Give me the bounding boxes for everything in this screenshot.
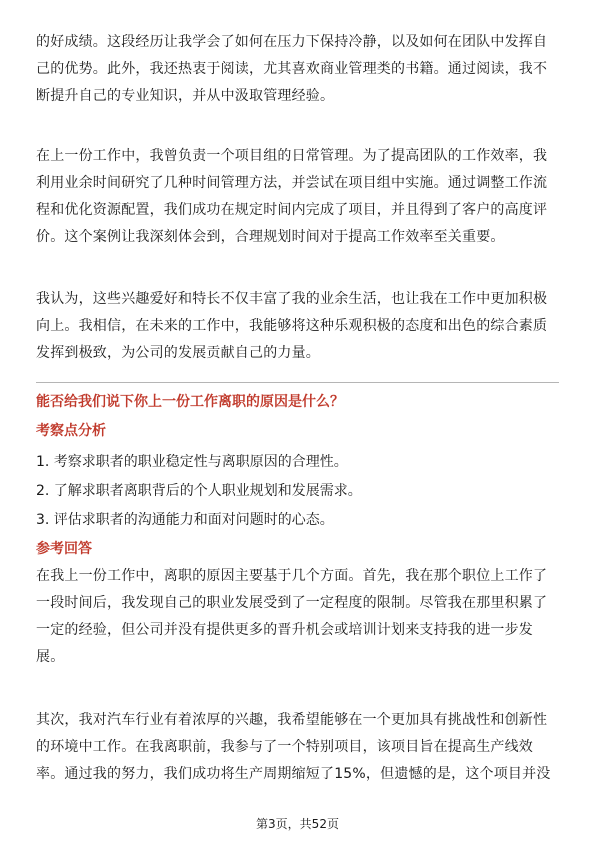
text-line: 利用业余时间研究了几种时间管理方法，并尝试在项目组中实施。通过调整工作流 xyxy=(36,175,548,191)
text-line: 价。这个案例让我深刻体会到，合理规划时间对于提高工作效率至关重要。 xyxy=(36,229,505,245)
section-divider xyxy=(36,382,559,383)
text-line: 程和优化资源配置，我们成功在规定时间内完成了项目，并且得到了客户的高度评 xyxy=(36,202,548,218)
answer-label: 参考回答 xyxy=(36,541,92,557)
list-item: 2. 了解求职者离职背后的个人职业规划和发展需求。 xyxy=(36,483,362,499)
text-line: 一段时间后，我发现自己的职业发展受到了一定程度的限制。尽管我在那里积累了 xyxy=(36,595,548,611)
answer-paragraph-2 xyxy=(36,707,559,788)
text-line: 的环境中工作。在我离职前，我参与了一个特别项目，该项目旨在提高生产线效 xyxy=(36,739,533,755)
analysis-list xyxy=(36,448,362,535)
text-line: 在上一份工作中，我曾负责一个项目组的日常管理。为了提高团队的工作效率，我 xyxy=(36,148,548,164)
text-line: 向上。我相信，在未来的工作中，我能够将这种乐观积极的态度和出色的综合素质 xyxy=(36,318,548,334)
question-heading: 能否给我们说下你上一份工作离职的原因是什么？ xyxy=(36,394,344,410)
paragraph-project-management xyxy=(36,143,559,251)
paragraph-hobbies-intro xyxy=(36,29,559,110)
text-line: 己的优势。此外，我还热衷于阅读，尤其喜欢商业管理类的书籍。通过阅读，我不 xyxy=(36,61,548,77)
answer-paragraph-1 xyxy=(36,563,559,671)
paragraph-conclusion xyxy=(36,286,559,367)
page-footer: 第3页，共52页 xyxy=(256,817,339,831)
text-line: 断提升自己的专业知识，并从中汲取管理经验。 xyxy=(36,88,335,104)
list-item: 3. 评估求职者的沟通能力和面对问题时的心态。 xyxy=(36,512,334,528)
list-item: 1. 考察求职者的职业稳定性与离职原因的合理性。 xyxy=(36,454,348,470)
text-line: 其次，我对汽车行业有着浓厚的兴趣，我希望能够在一个更加具有挑战性和创新性 xyxy=(36,712,548,728)
text-line: 展。 xyxy=(36,649,65,665)
text-line: 在我上一份工作中，离职的原因主要基于几个方面。首先，我在那个职位上工作了 xyxy=(36,568,548,584)
text-line: 的好成绩。这段经历让我学会了如何在压力下保持冷静，以及如何在团队中发挥自 xyxy=(36,34,548,50)
analysis-label: 考察点分析 xyxy=(36,423,106,439)
text-line: 发挥到极致，为公司的发展贡献自己的力量。 xyxy=(36,345,320,361)
text-line: 率。通过我的努力，我们成功将生产周期缩短了15%，但遗憾的是，这个项目并没 xyxy=(36,766,551,782)
text-line: 一定的经验，但公司并没有提供更多的晋升机会或培训计划来支持我的进一步发 xyxy=(36,622,533,638)
text-line: 我认为，这些兴趣爱好和特长不仅丰富了我的业余生活，也让我在工作中更加积极 xyxy=(36,291,548,307)
